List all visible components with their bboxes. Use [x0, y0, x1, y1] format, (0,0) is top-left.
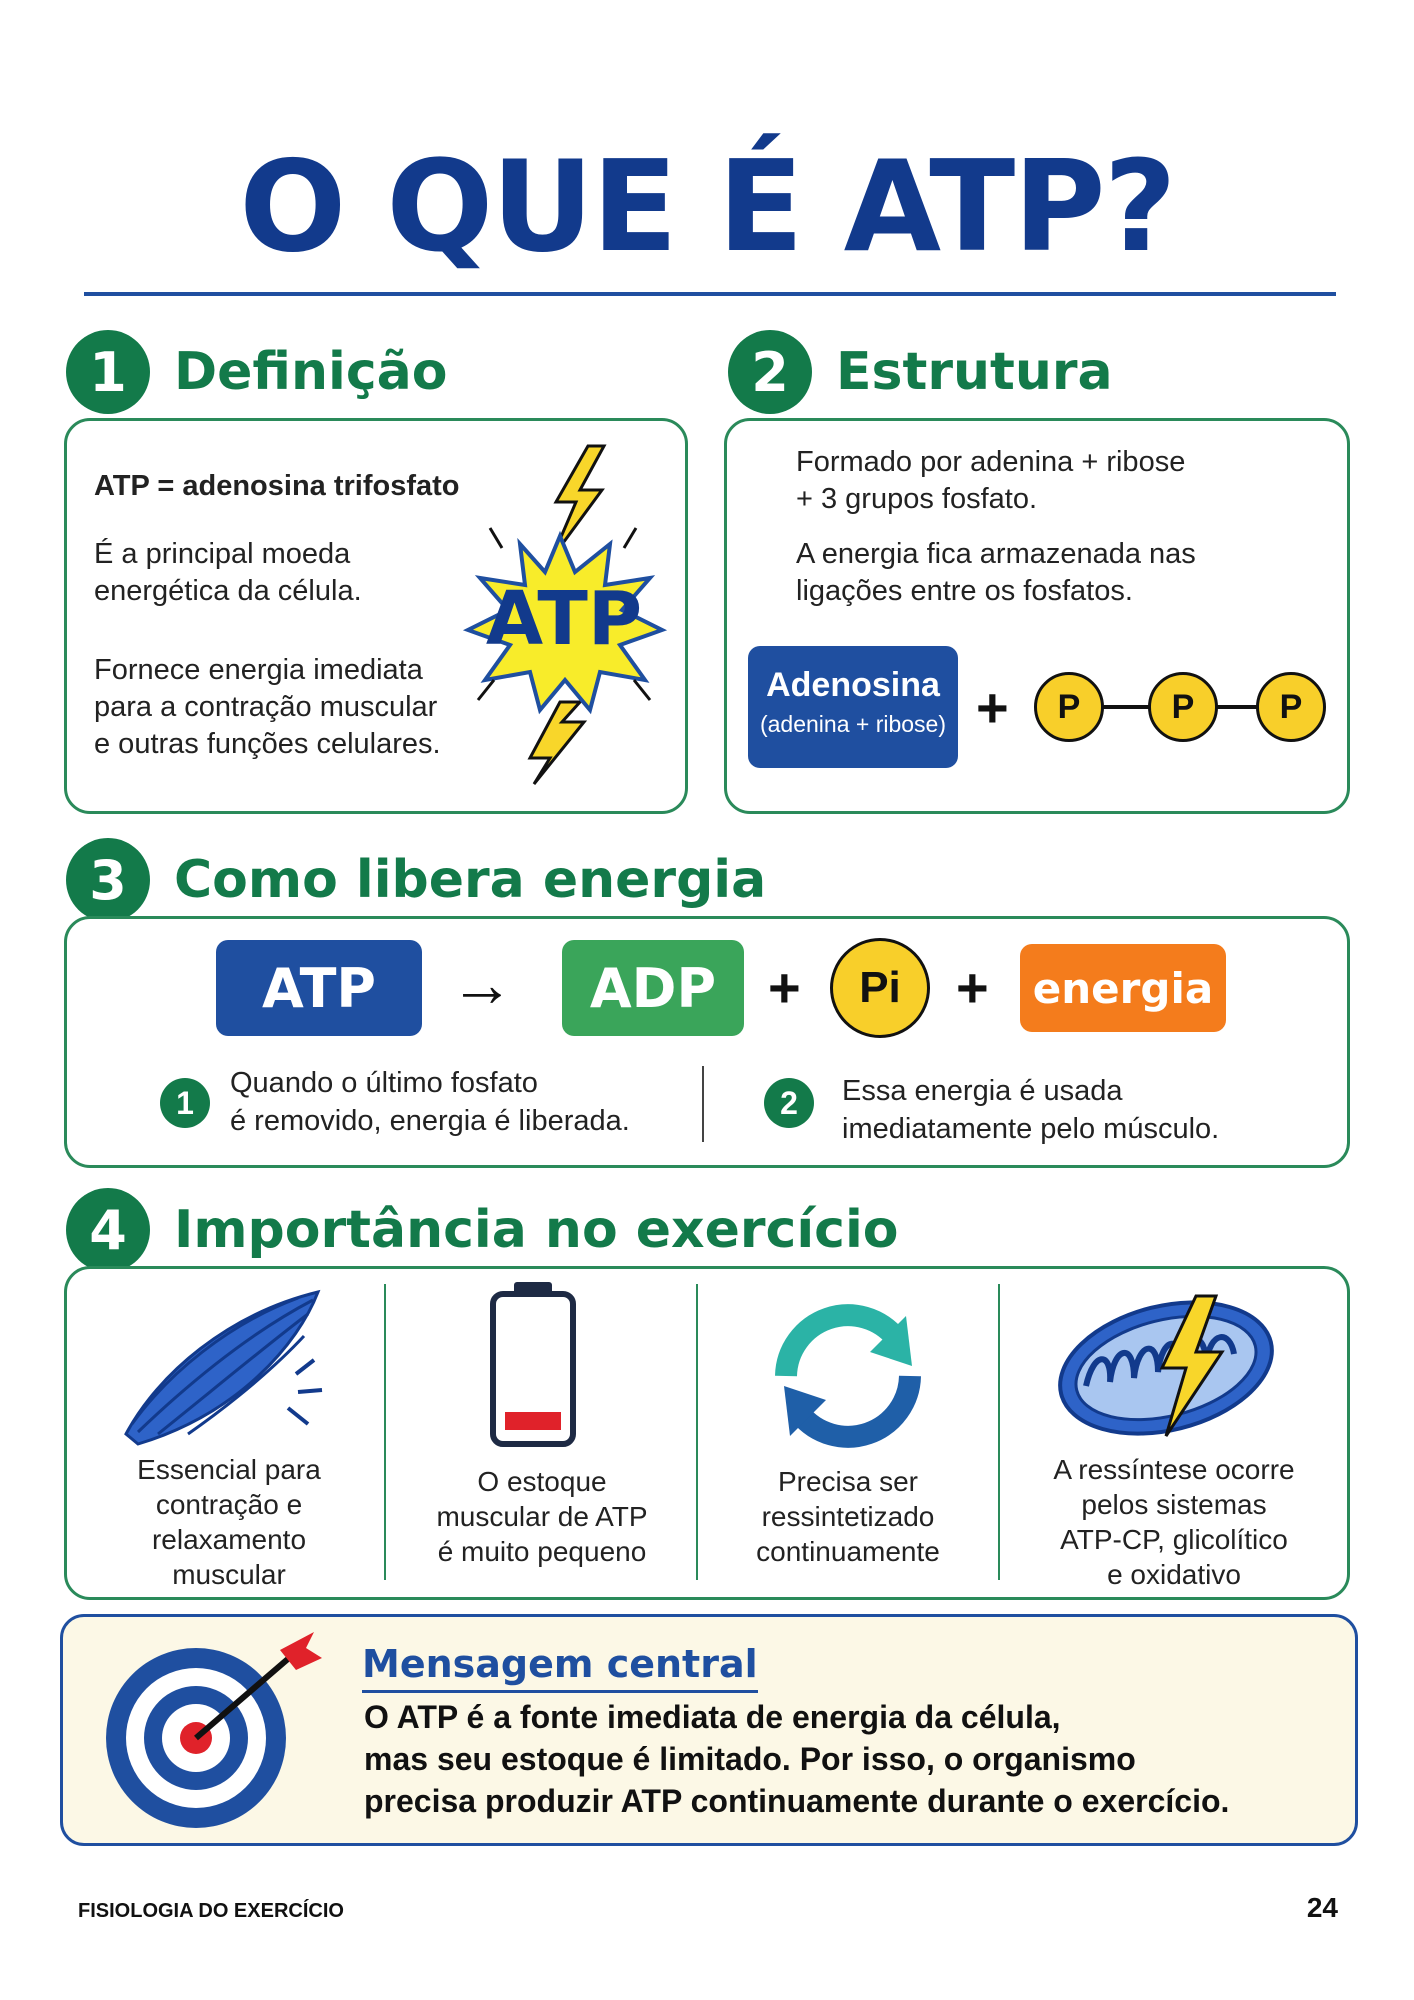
- definicao-p2-line: Fornece energia imediata: [94, 654, 423, 686]
- adenosina-block: [748, 646, 958, 768]
- caption-line: relaxamento: [151, 1524, 307, 1555]
- importancia-item-2-caption: [392, 1464, 692, 1569]
- importancia-item-4-caption: [1004, 1452, 1344, 1592]
- section-2-header: [728, 330, 1113, 414]
- estrutura-p1-line: + 3 grupos fosfato.: [796, 483, 1038, 515]
- mensagem-central-text: [364, 1696, 1344, 1822]
- section-1-title: Definição: [174, 342, 448, 402]
- caption-line: ATP-CP, glicolítico: [1060, 1524, 1288, 1555]
- step-1-line: é removido, energia é liberada.: [230, 1105, 630, 1137]
- muscle-icon: [118, 1284, 328, 1454]
- atp-formula: ATP = adenosina trifosfato: [94, 470, 460, 502]
- importancia-item-1-caption: [84, 1452, 374, 1592]
- step-2-line: Essa energia é usada: [842, 1075, 1123, 1107]
- section-1-header: [66, 330, 447, 414]
- definicao-paragraph-2: [94, 652, 441, 763]
- step-2-line: imediatamente pelo músculo.: [842, 1113, 1220, 1145]
- mensagem-central-title: Mensagem central: [362, 1642, 758, 1693]
- phosphate-circle: P: [1148, 672, 1218, 742]
- section-3-number-badge: 3: [66, 838, 150, 922]
- battery-low-icon: [488, 1280, 578, 1450]
- message-line: precisa produzir ATP continuamente durante o exercício.: [364, 1783, 1230, 1819]
- page-title: O QUE É ATP?: [239, 133, 1175, 280]
- plus-sign: +: [768, 956, 801, 1019]
- estrutura-paragraph-2: [796, 536, 1196, 610]
- caption-line: Precisa ser: [777, 1466, 919, 1497]
- section-4-title: Importância no exercício: [174, 1200, 899, 1260]
- caption-line: pelos sistemas: [1081, 1489, 1267, 1520]
- atp-energy-burst-icon: [440, 440, 680, 790]
- importancia-item-3-caption: [702, 1464, 994, 1569]
- page-number: 24: [1306, 1892, 1338, 1923]
- message-line: mas seu estoque é limitado. Por isso, o organismo: [364, 1741, 1136, 1777]
- caption-line: contração e: [155, 1489, 303, 1520]
- cycle-arrows-icon: [756, 1296, 940, 1456]
- target-icon: [100, 1630, 330, 1830]
- section-3-header: [66, 838, 766, 922]
- estrutura-p2-line: A energia fica armazenada nas: [796, 538, 1196, 570]
- mitochondria-icon: [1054, 1290, 1290, 1440]
- steps-divider: [702, 1066, 704, 1142]
- phosphate-circle: P: [1256, 672, 1326, 742]
- definicao-p1-line: É a principal moeda: [94, 538, 351, 570]
- section-2-title: Estrutura: [836, 342, 1113, 402]
- pi-circle: Pi: [830, 938, 930, 1038]
- caption-line: O estoque: [477, 1466, 607, 1497]
- caption-line: muscular: [172, 1559, 286, 1590]
- step-1-text: [230, 1064, 630, 1140]
- section-1-number-badge: 1: [66, 330, 150, 414]
- adenosina-sublabel: (adenina + ribose): [759, 711, 947, 737]
- estrutura-p1-line: Formado por adenina + ribose: [796, 446, 1186, 478]
- definicao-paragraph-1: [94, 536, 362, 610]
- grid-divider: [998, 1284, 1000, 1580]
- energia-pill: energia: [1020, 944, 1226, 1032]
- caption-line: é muito pequeno: [437, 1536, 647, 1567]
- footer-course-label: FISIOLOGIA DO EXERCÍCIO: [78, 1900, 344, 1922]
- section-3-title: Como libera energia: [174, 850, 767, 910]
- definicao-p2-line: e outras funções celulares.: [94, 728, 441, 760]
- section-4-header: [66, 1188, 899, 1272]
- adp-pill: ADP: [562, 940, 744, 1036]
- atp-burst-label: ATP: [485, 576, 643, 662]
- definicao-p2-line: para a contração muscular: [94, 691, 438, 723]
- message-line: O ATP é a fonte imediata de energia da célula,: [364, 1699, 1061, 1735]
- plus-sign: +: [976, 676, 1009, 739]
- step-1-badge: 1: [160, 1078, 210, 1128]
- caption-line: muscular de ATP: [436, 1501, 648, 1532]
- caption-line: continuamente: [756, 1536, 940, 1567]
- grid-divider: [384, 1284, 386, 1580]
- caption-line: e oxidativo: [1107, 1559, 1241, 1590]
- reaction-arrow-icon: →: [450, 948, 514, 1020]
- estrutura-paragraph-1: [796, 444, 1185, 518]
- step-1-line: Quando o último fosfato: [230, 1067, 538, 1099]
- caption-line: A ressíntese ocorre: [1053, 1454, 1295, 1485]
- estrutura-p2-line: ligações entre os fosfatos.: [796, 575, 1133, 607]
- phosphate-circle: P: [1034, 672, 1104, 742]
- caption-line: Essencial para: [137, 1454, 321, 1485]
- grid-divider: [696, 1284, 698, 1580]
- step-2-text: [842, 1072, 1219, 1148]
- adenosina-label: Adenosina: [766, 666, 940, 704]
- section-4-number-badge: 4: [66, 1188, 150, 1272]
- title-divider: [84, 292, 1336, 296]
- step-2-badge: 2: [764, 1078, 814, 1128]
- caption-line: ressintetizado: [761, 1501, 935, 1532]
- plus-sign: +: [956, 956, 989, 1019]
- definicao-p1-line: energética da célula.: [94, 575, 362, 607]
- section-2-number-badge: 2: [728, 330, 812, 414]
- atp-pill: ATP: [216, 940, 422, 1036]
